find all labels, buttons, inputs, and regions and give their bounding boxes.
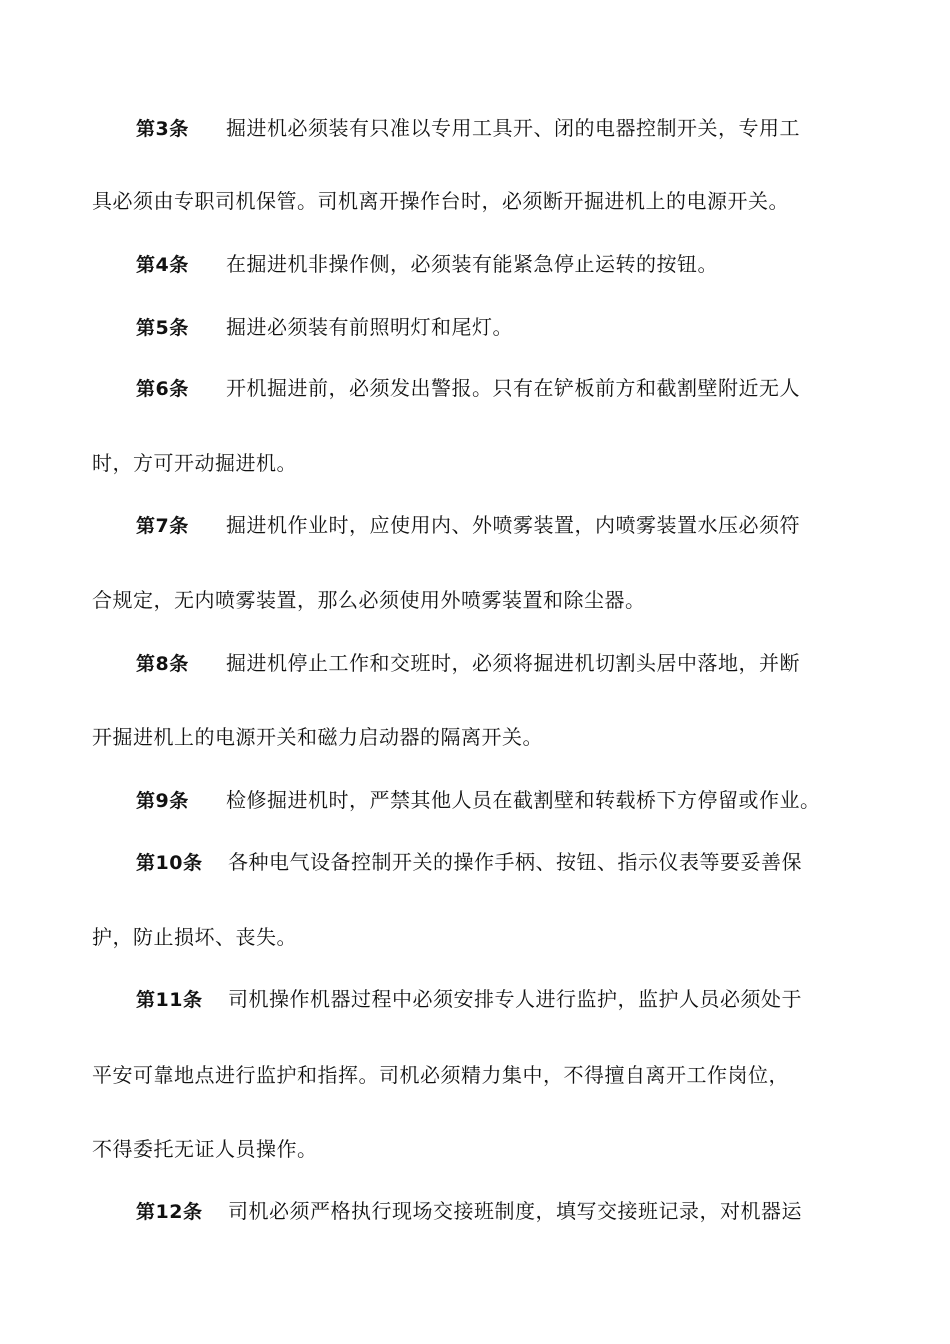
article-text: 护，防止损坏、丧失。 xyxy=(92,925,297,949)
article-7-line-2 xyxy=(92,584,862,616)
article-6-line-1 xyxy=(136,372,906,404)
article-text: 掘进机停止工作和交班时，必须将掘进机切割头居中落地，并断 xyxy=(226,651,800,675)
article-text: 开掘进机上的电源开关和磁力启动器的隔离开关。 xyxy=(92,725,543,749)
article-text: 开机掘进前，必须发出警报。只有在铲板前方和截割壁附近无人 xyxy=(226,376,800,400)
article-6-line-2 xyxy=(92,447,862,479)
article-text: 具必须由专职司机保管。司机离开操作台时，必须断开掘进机上的电源开关。 xyxy=(92,189,789,213)
article-text: 检修掘进机时，严禁其他人员在截割壁和转载桥下方停留或作业。 xyxy=(226,788,821,812)
article-7-line-1 xyxy=(136,509,906,541)
article-text: 掘进必须装有前照明灯和尾灯。 xyxy=(226,315,513,339)
article-number: 第9条 xyxy=(136,790,189,812)
article-number: 第3条 xyxy=(136,118,189,140)
article-5-line-1 xyxy=(136,311,906,343)
article-11-line-3 xyxy=(92,1133,862,1165)
article-8-line-2 xyxy=(92,721,862,753)
article-number: 第12条 xyxy=(136,1201,203,1223)
article-number: 第7条 xyxy=(136,515,189,537)
article-9-line-1 xyxy=(136,784,906,816)
article-10-line-1 xyxy=(136,846,906,878)
article-number: 第4条 xyxy=(136,254,189,276)
article-text: 掘进机必须装有只准以专用工具开、闭的电器控制开关，专用工 xyxy=(226,116,800,140)
article-text: 在掘进机非操作侧，必须装有能紧急停止运转的按钮。 xyxy=(226,252,718,276)
article-4-line-1 xyxy=(136,248,906,280)
article-12-line-1 xyxy=(136,1195,906,1227)
article-number: 第10条 xyxy=(136,852,203,874)
article-number: 第11条 xyxy=(136,989,203,1011)
article-3-line-2 xyxy=(92,185,862,217)
article-10-line-2 xyxy=(92,921,862,953)
article-3-line-1 xyxy=(136,112,906,144)
article-text: 合规定，无内喷雾装置，那么必须使用外喷雾装置和除尘器。 xyxy=(92,588,646,612)
article-text: 司机必须严格执行现场交接班制度，填写交接班记录，对机器运 xyxy=(228,1199,802,1223)
article-number: 第5条 xyxy=(136,317,189,339)
article-number: 第8条 xyxy=(136,653,189,675)
article-11-line-2 xyxy=(92,1059,862,1091)
article-text: 平安可靠地点进行监护和指挥。司机必须精力集中，不得擅自离开工作岗位， xyxy=(92,1063,789,1087)
article-text: 不得委托无证人员操作。 xyxy=(92,1137,318,1161)
article-text: 掘进机作业时，应使用内、外喷雾装置，内喷雾装置水压必须符 xyxy=(226,513,800,537)
article-8-line-1 xyxy=(136,647,906,679)
article-text: 时，方可开动掘进机。 xyxy=(92,451,297,475)
article-text: 司机操作机器过程中必须安排专人进行监护，监护人员必须处于 xyxy=(228,987,802,1011)
article-11-line-1 xyxy=(136,983,906,1015)
article-number: 第6条 xyxy=(136,378,189,400)
article-text: 各种电气设备控制开关的操作手柄、按钮、指示仪表等要妥善保 xyxy=(228,850,802,874)
